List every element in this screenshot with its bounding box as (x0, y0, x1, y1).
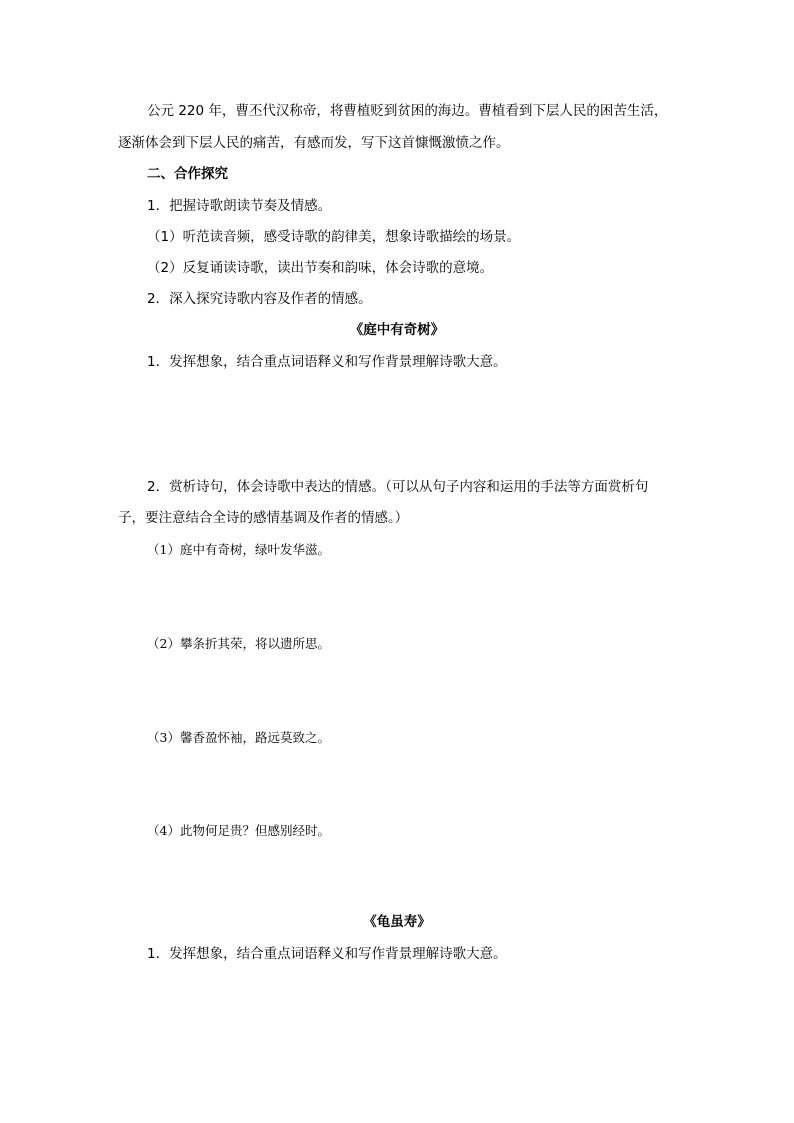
poem-line-2: （2）攀条折其荣，将以遗所思。 (147, 636, 330, 651)
poem-question-1: 1．发挥想象，结合重点词语释义和写作背景理解诗歌大意。 (147, 354, 507, 370)
task-1: 1．把握诗歌朗读节奏及情感。 (147, 198, 332, 214)
task-1-step-2: （2）反复诵读诗歌，读出节奏和韵味，体会诗歌的意境。 (147, 260, 494, 276)
poem-line-3: （3）馨香盈怀袖，路远莫致之。 (147, 730, 330, 745)
task-1-step-1: （1）听范读音频，感受诗歌的韵律美，想象诗歌描绘的场景。 (147, 229, 521, 245)
poem-title: 《龟虽寿》 (363, 914, 431, 930)
poem-line-1: （1）庭中有奇树，绿叶发华滋。 (147, 542, 330, 557)
poem-question-2-line-2: 子，要注意结合全诗的感情基调及作者的情感。） (118, 510, 409, 526)
background-paragraph-line-1: 公元 220 年，曹丕代汉称帝，将曹植贬到贫困的海边。曹植看到下层人民的困苦生活， (147, 103, 668, 119)
background-paragraph-line-2: 逐渐体会到下层人民的痛苦，有感而发，写下这首慷慨激愤之作。 (118, 135, 510, 151)
task-2: 2．深入探究诗歌内容及作者的情感。 (147, 291, 372, 307)
poem-question-2-line-1: 2．赏析诗句，体会诗歌中表达的情感。（可以从句子内容和运用的手法等方面赏析句 (147, 479, 649, 495)
poem-title: 《庭中有奇树》 (349, 322, 445, 338)
poem-line-4: （4）此物何足贵？但感别经时。 (147, 823, 330, 838)
section-heading: 二、合作探究 (147, 166, 228, 182)
poem-question-1: 1．发挥想象，结合重点词语释义和写作背景理解诗歌大意。 (147, 946, 507, 962)
